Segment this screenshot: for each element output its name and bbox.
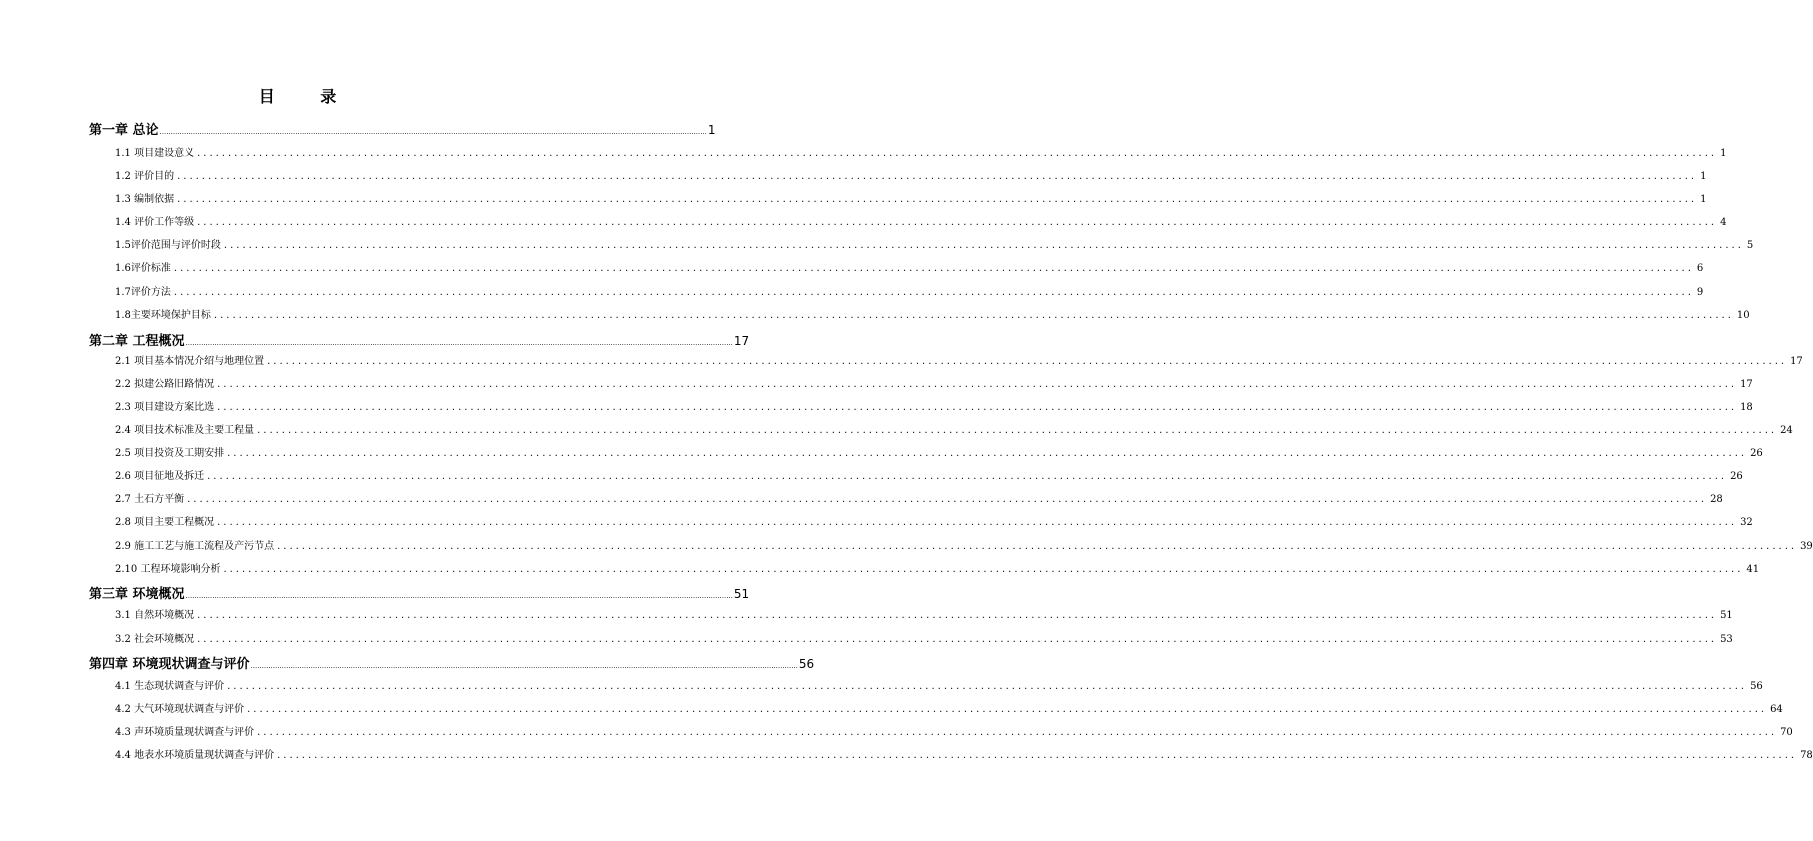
toc-page-number: 41: [1746, 564, 1760, 575]
toc-section-entry[interactable]: [115, 306, 1750, 321]
toc-chapter-entry[interactable]: [89, 330, 750, 349]
toc-section-entry[interactable]: [115, 700, 1783, 715]
toc-entry-label: 4.3 声环境质量现状调查与评价: [115, 727, 255, 738]
toc-section-entry[interactable]: [115, 213, 1727, 228]
toc-section-entry[interactable]: [115, 467, 1743, 482]
toc-entry-label: 2.2 拟建公路旧路情况: [115, 379, 215, 390]
toc-dot-leader: ......................................................................................................................................................................................................................................................: [250, 662, 798, 670]
toc-page-number: 1: [1720, 148, 1727, 159]
toc-entry-label: 3.2 社会环境概况: [115, 634, 195, 645]
toc-dot-leader: ......................................................................................................................................................................................................................................................: [223, 240, 1744, 251]
toc-dot-leader: ......................................................................................................................................................................................................................................................: [257, 425, 1778, 436]
toc-page-number: 26: [1730, 471, 1743, 482]
toc-page-number: 1: [1700, 171, 1707, 182]
toc-dot-leader: ......................................................................................................................................................................................................................................................: [227, 681, 1748, 692]
toc-page-number: 17: [1740, 379, 1753, 390]
toc-page-number: 4: [1720, 217, 1727, 228]
toc-entry-label: 1.3 编制依据: [115, 194, 175, 205]
toc-entry-label: 1.2 评价目的: [115, 171, 175, 182]
toc-dot-leader: ......................................................................................................................................................................................................................................................: [277, 750, 1798, 761]
toc-page-number: 26: [1750, 448, 1763, 459]
toc-entry-label: 2.7 土石方平衡: [115, 494, 185, 505]
toc-entry-label: 2.1 项目基本情况介绍与地理位置: [115, 356, 265, 367]
toc-entry-label: 2.6 项目征地及拆迁: [115, 471, 205, 482]
toc-dot-leader: ......................................................................................................................................................................................................................................................: [173, 287, 1694, 298]
toc-page-number: 53: [1720, 634, 1733, 645]
toc-dot-leader: ......................................................................................................................................................................................................................................................: [217, 402, 1738, 413]
toc-dot-leader: ......................................................................................................................................................................................................................................................: [197, 610, 1718, 621]
toc-page-number: 56: [1750, 681, 1763, 692]
toc-dot-leader: ......................................................................................................................................................................................................................................................: [185, 592, 733, 600]
toc-page-number: 51: [733, 587, 750, 601]
toc-page-number: 24: [1780, 425, 1793, 436]
toc-entry-label: 2.5 项目投资及工期安排: [115, 448, 225, 459]
toc-page-number: 64: [1770, 704, 1783, 715]
toc-section-entry[interactable]: [115, 421, 1793, 436]
toc-page-number: 17: [1790, 356, 1803, 367]
toc-page-number: 9: [1696, 287, 1704, 298]
toc-entry-label: 3.1 自然环境概况: [115, 610, 195, 621]
toc-page-number: 1: [1700, 194, 1707, 205]
toc-dot-leader: ......................................................................................................................................................................................................................................................: [223, 564, 1744, 575]
toc-section-entry[interactable]: [115, 167, 1707, 182]
toc-entry-label: 2.3 项目建设方案比选: [115, 402, 215, 413]
toc-section-entry[interactable]: [115, 490, 1723, 505]
toc-page-number: 17: [733, 334, 750, 348]
toc-dot-leader: ......................................................................................................................................................................................................................................................: [217, 517, 1738, 528]
toc-page-number: 5: [1746, 240, 1754, 251]
toc-dot-leader: ......................................................................................................................................................................................................................................................: [277, 541, 1798, 552]
toc-page-number: 78: [1800, 750, 1813, 761]
toc-dot-leader: ......................................................................................................................................................................................................................................................: [197, 148, 1718, 159]
toc-page-number: 1: [707, 123, 716, 137]
toc-section-entry[interactable]: [115, 746, 1813, 761]
toc-section-entry[interactable]: [115, 144, 1727, 159]
toc-entry-label: 1.5评价范围与评价时段: [115, 240, 221, 251]
toc-section-entry[interactable]: [115, 190, 1707, 205]
toc-entry-label: 1.7评价方法: [115, 287, 171, 298]
toc-dot-leader: ......................................................................................................................................................................................................................................................: [185, 339, 733, 347]
toc-page-number: 32: [1740, 517, 1753, 528]
toc-dot-leader: ......................................................................................................................................................................................................................................................: [257, 727, 1778, 738]
toc-entry-label: 2.4 项目技术标准及主要工程量: [115, 425, 255, 436]
toc-dot-leader: ......................................................................................................................................................................................................................................................: [187, 494, 1708, 505]
toc-entry-label: 1.8主要环境保护目标: [115, 310, 211, 321]
toc-section-entry[interactable]: [115, 398, 1753, 413]
toc-page-number: 28: [1710, 494, 1723, 505]
toc-section-entry[interactable]: [115, 537, 1813, 552]
toc-entry-label: 1.1 项目建设意义: [115, 148, 195, 159]
toc-dot-leader: ......................................................................................................................................................................................................................................................: [213, 310, 1734, 321]
toc-section-entry[interactable]: [115, 352, 1803, 367]
toc-dot-leader: ......................................................................................................................................................................................................................................................: [197, 217, 1718, 228]
toc-page-number: 6: [1696, 263, 1704, 274]
toc-dot-leader: ......................................................................................................................................................................................................................................................: [207, 471, 1728, 482]
toc-page-number: 10: [1736, 310, 1750, 321]
toc-dot-leader: ......................................................................................................................................................................................................................................................: [159, 128, 707, 136]
toc-dot-leader: ......................................................................................................................................................................................................................................................: [247, 704, 1768, 715]
toc-dot-leader: ......................................................................................................................................................................................................................................................: [227, 448, 1748, 459]
toc-section-entry[interactable]: [115, 375, 1753, 390]
toc-dot-leader: ......................................................................................................................................................................................................................................................: [177, 194, 1698, 205]
toc-section-entry[interactable]: [115, 444, 1763, 459]
toc-title: 目 录: [258, 87, 357, 106]
toc-section-entry[interactable]: [115, 630, 1733, 645]
toc-entry-label: 4.2 大气环境现状调查与评价: [115, 704, 245, 715]
toc-entry-label: 1.4 评价工作等级: [115, 217, 195, 228]
toc-dot-leader: ......................................................................................................................................................................................................................................................: [267, 356, 1788, 367]
toc-page-number: 56: [798, 657, 815, 671]
toc-chapter-entry[interactable]: [89, 119, 716, 138]
toc-section-entry[interactable]: [115, 283, 1704, 298]
toc-entry-label: 1.6评价标准: [115, 263, 171, 274]
toc-entry-label: 4.4 地表水环境质量现状调查与评价: [115, 750, 275, 761]
toc-section-entry[interactable]: [115, 723, 1793, 738]
toc-section-entry[interactable]: [115, 259, 1704, 274]
toc-entry-label: 第二章 工程概况: [89, 334, 185, 349]
toc-dot-leader: ......................................................................................................................................................................................................................................................: [217, 379, 1738, 390]
toc-entry-label: 2.10 工程环境影响分析: [115, 564, 221, 575]
toc-page-number: 70: [1780, 727, 1793, 738]
toc-chapter-entry[interactable]: [89, 583, 750, 602]
toc-page-number: 51: [1720, 610, 1733, 621]
toc-section-entry[interactable]: [115, 606, 1733, 621]
toc-chapter-entry[interactable]: [89, 653, 815, 672]
toc-entry-label: 第一章 总论: [89, 123, 159, 138]
toc-entry-label: 第四章 环境现状调查与评价: [89, 657, 250, 672]
toc-section-entry[interactable]: [115, 236, 1754, 251]
toc-section-entry[interactable]: [115, 560, 1760, 575]
toc-entry-label: 2.8 项目主要工程概况: [115, 517, 215, 528]
toc-dot-leader: ......................................................................................................................................................................................................................................................: [177, 171, 1698, 182]
toc-section-entry[interactable]: [115, 677, 1763, 692]
toc-entry-label: 2.9 施工工艺与施工流程及产污节点: [115, 541, 275, 552]
toc-dot-leader: ......................................................................................................................................................................................................................................................: [197, 634, 1718, 645]
toc-page-number: 18: [1740, 402, 1753, 413]
toc-dot-leader: ......................................................................................................................................................................................................................................................: [173, 263, 1694, 274]
toc-section-entry[interactable]: [115, 513, 1753, 528]
toc-entry-label: 第三章 环境概况: [89, 587, 185, 602]
toc-entry-label: 4.1 生态现状调查与评价: [115, 681, 225, 692]
toc-page-number: 39: [1800, 541, 1813, 552]
